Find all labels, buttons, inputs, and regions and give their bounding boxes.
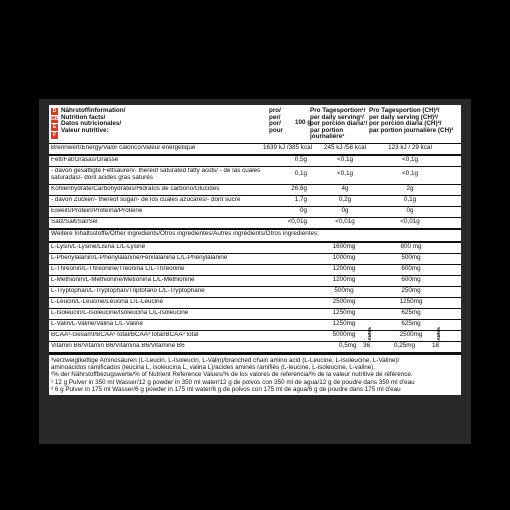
- ingredient-name: L-Threonin/L-Threonine/Treonina L/L-Thréonine: [51, 266, 185, 272]
- vitamin-row: [49, 342, 461, 353]
- value-daily: 0g: [341, 207, 349, 214]
- nutrient-name: Brennwert/Energy/Valor calórico/Valeur énergétique: [51, 145, 196, 151]
- ingredient-daily-ch: 625mg: [401, 320, 421, 327]
- flag-es: E: [52, 124, 57, 130]
- value-per-100g: 26,6g: [291, 185, 307, 192]
- ingredient-daily: 5000mg: [332, 331, 356, 338]
- ingredient-row: [49, 331, 461, 342]
- language-flags: [51, 108, 58, 140]
- header-line: Nährstoffinformation/: [61, 107, 126, 114]
- header-daily-serving: [310, 108, 372, 141]
- value-per-100g: 1639 kJ /385 kcal: [263, 144, 313, 151]
- header-line: Valeur nutritive:: [61, 126, 109, 134]
- ingredient-name: L-Methionin/L-Methionine/Metionina L/L-Méthionine: [51, 277, 195, 283]
- footnote: ² 6 g Pulver in 175 ml Wasser/6 g powder in 175 ml water/6 g de polvos con 175 ml de agua/6 g de poudre dans 175 ml d'eau: [51, 385, 401, 393]
- value-per-100g: 0,5g: [294, 156, 307, 163]
- nutrient-name: Salz/Salt/Sal/Sel: [51, 219, 98, 225]
- ingredients-table: [49, 243, 461, 342]
- ingredient-row: [49, 298, 461, 309]
- vitamin-daily-ch: 0,25mg: [394, 342, 416, 349]
- header-amount: 100 g: [295, 119, 312, 126]
- vitamin-nrv-ch: 18: [432, 342, 440, 349]
- header-daily-serving-ch: [369, 108, 459, 134]
- flag-de: D: [52, 108, 57, 114]
- ingredient-daily: 1600mg: [332, 243, 356, 250]
- header-line: per daily serving¹/: [310, 113, 364, 121]
- nutrient-row: [49, 144, 461, 156]
- ingredient-name: L-Leucin/L-Leucine/Leucina L/L-Leucine: [51, 299, 164, 305]
- flag-fr: F: [52, 132, 57, 138]
- header-nutrition-info: [61, 108, 291, 134]
- ingredient-daily: 2500mg: [332, 298, 356, 305]
- ingredient-row: [49, 320, 461, 331]
- ingredient-row: [49, 254, 461, 265]
- ingredient-name: L-Isoleucin/L-Isoleucine/Isoleucina L/L-Isoleucine: [51, 310, 189, 316]
- header-line: per daily serving (CH)²/: [369, 113, 438, 121]
- header-line: par portion journalière¹: [310, 126, 345, 141]
- ingredient-daily: 1250mg: [332, 320, 356, 327]
- footnote: ¹ 12 g Pulver in 350 ml Wasser/12 g powder in 350 ml water/12 g de polvos con 350 ml de agua/12 g de poudre dans 350 ml d'eau: [51, 378, 415, 386]
- ingredient-name: BCAA³-Gesamt/BCAA³ total/BCAA³ total/BCAA³ total: [51, 332, 199, 338]
- value-daily: <0,1g: [337, 170, 353, 177]
- footnote: aminoácidos ramificados (leucina L, isoleucina L, valina L)/acides aminés ramifiés (L-leucine, L-isoleucine, L-valine).: [51, 364, 376, 372]
- ingredient-daily-ch: 600mg: [401, 276, 421, 283]
- ingredient-daily: 1250mg: [332, 309, 356, 316]
- header-line: per/: [269, 113, 281, 121]
- ingredient-daily: 1200mg: [332, 276, 356, 283]
- footnote: ²% der Nährstoffbezugswerte/% of Nutrient Reference Values/% de los valores de referencia/% de la valeur nutritive de référence.: [51, 371, 413, 379]
- value-per-100g: 1,7g: [294, 196, 307, 203]
- nutrient-name: - davon Zucker/- thereof sugar/- de los cuales azúcares/- dont sucre: [51, 197, 241, 203]
- flag-gb: GB: [51, 116, 59, 122]
- ingredient-daily: 1000mg: [332, 254, 356, 261]
- header-line: por porción diaria (CH)²/: [369, 120, 442, 128]
- ingredient-row: [49, 265, 461, 276]
- value-daily-ch: 2g: [406, 185, 414, 192]
- nutrient-row: [49, 207, 461, 218]
- ingredient-row: [49, 287, 461, 298]
- nutrient-row: [49, 196, 461, 207]
- footnotes: [49, 353, 461, 395]
- nutrient-row: [49, 167, 461, 185]
- ingredient-daily-ch: 1250mg: [399, 298, 423, 305]
- ingredient-daily-ch: 500mg: [401, 254, 421, 261]
- value-per-100g: 0g: [299, 207, 307, 214]
- vitamin-name: Vitamin B6/Vitamin B6/Vitamina B6/Vitamine B6: [51, 343, 185, 349]
- header-line: Pro Tagesportion¹/: [310, 107, 366, 114]
- nutrition-label: [49, 105, 461, 395]
- nutrient-name: Kohlenhydrate/Carbohydrates/Hidratos de carbono/Glucides: [51, 186, 220, 192]
- footnote: ³verzweigtkettige Aminosäuren (L-Leucin, L-Isoleucin, L-Valin)/branched chain amino acid (L-Leucine, L-Isoleucine, L-Valine)/: [51, 357, 400, 364]
- value-per-100g: <0,01g: [287, 218, 307, 225]
- ingredients-title: Weitere Inhaltsstoffe/Other ingredients/Otros ingredientes/Autres ingrédients/Otros ingredientes:: [49, 230, 461, 243]
- value-daily-ch: <0,01g: [400, 218, 420, 225]
- nrv-label-daily: %NRV²: [367, 327, 372, 342]
- nutrient-row: [49, 156, 461, 167]
- header-line: pour: [269, 126, 283, 134]
- value-daily-ch: 0g: [406, 207, 414, 214]
- value-per-100g: 0,1g: [294, 170, 307, 177]
- vitamin-nrv-daily: 36: [363, 342, 371, 349]
- value-daily: 245 kJ /58 kcal: [323, 144, 366, 151]
- nutrient-row: [49, 218, 461, 230]
- nutrient-name: Fett/Fat/Grasas/Graisse: [51, 157, 119, 163]
- ingredient-name: L-Phenylalanin/L-Phenylalanine/Fenilalanina L/L-Phénylalanine: [51, 255, 228, 261]
- header-line: pro/: [269, 107, 281, 114]
- ingredient-daily-ch: 2500mg: [399, 331, 423, 338]
- value-daily: <0,01g: [335, 218, 355, 225]
- ingredient-name: L-Tryptophan/L-Tryptophan/Triptófano L/L-Tryptophane: [51, 288, 205, 294]
- nutrient-row: [49, 185, 461, 196]
- value-daily: 4g: [341, 185, 349, 192]
- ingredient-daily: 1200mg: [332, 265, 356, 272]
- header-line: par portion journalière (CH)²: [369, 126, 454, 134]
- value-daily-ch: <0,1g: [402, 156, 418, 163]
- header-line: Pro Tagesportion (CH)²/: [369, 107, 440, 114]
- nutrient-name: Eiweiß/Protein/Proteína/Protéine: [51, 208, 143, 214]
- value-daily-ch: 0,1g: [403, 196, 417, 203]
- ingredient-daily-ch: 600mg: [401, 265, 421, 272]
- header-line: Nutrition facts/: [61, 113, 106, 121]
- ingredient-daily-ch: 625mg: [401, 309, 421, 316]
- value-daily: <0,1g: [337, 156, 353, 163]
- vitamin-daily: 0,5mg: [339, 342, 357, 349]
- value-daily-ch: 123 kJ / 29 kcal: [388, 144, 432, 151]
- table-header: [49, 105, 461, 144]
- ingredient-name: L-Lysin/L-Lysine/Lisina L/L-Lysine: [51, 244, 146, 250]
- header-line: Datos nutricionales/: [61, 120, 122, 128]
- ingredient-row: [49, 243, 461, 254]
- ingredient-name: L-Valin/L-Valine/Valina L/L-Valine: [51, 321, 143, 327]
- nutrient-name: - davon gesättigte Fettsäuren/- thereof saturated fatty acids/ - de las cuales saturadas/- dont acides gras saturés: [51, 168, 261, 181]
- nutrients-table: [49, 144, 461, 230]
- header-line: por/: [269, 120, 281, 128]
- header-line: por porción diaria¹/: [310, 120, 368, 128]
- ingredient-row: [49, 276, 461, 287]
- nrv-label-ch: %NRV²: [436, 327, 441, 342]
- value-daily: 0,2g: [338, 196, 352, 203]
- value-daily-ch: <0,1g: [402, 170, 418, 177]
- ingredient-daily-ch: 800 mg: [400, 243, 422, 250]
- ingredient-daily: 500mg: [334, 287, 354, 294]
- ingredient-daily-ch: 250mg: [401, 287, 421, 294]
- ingredient-row: [49, 309, 461, 320]
